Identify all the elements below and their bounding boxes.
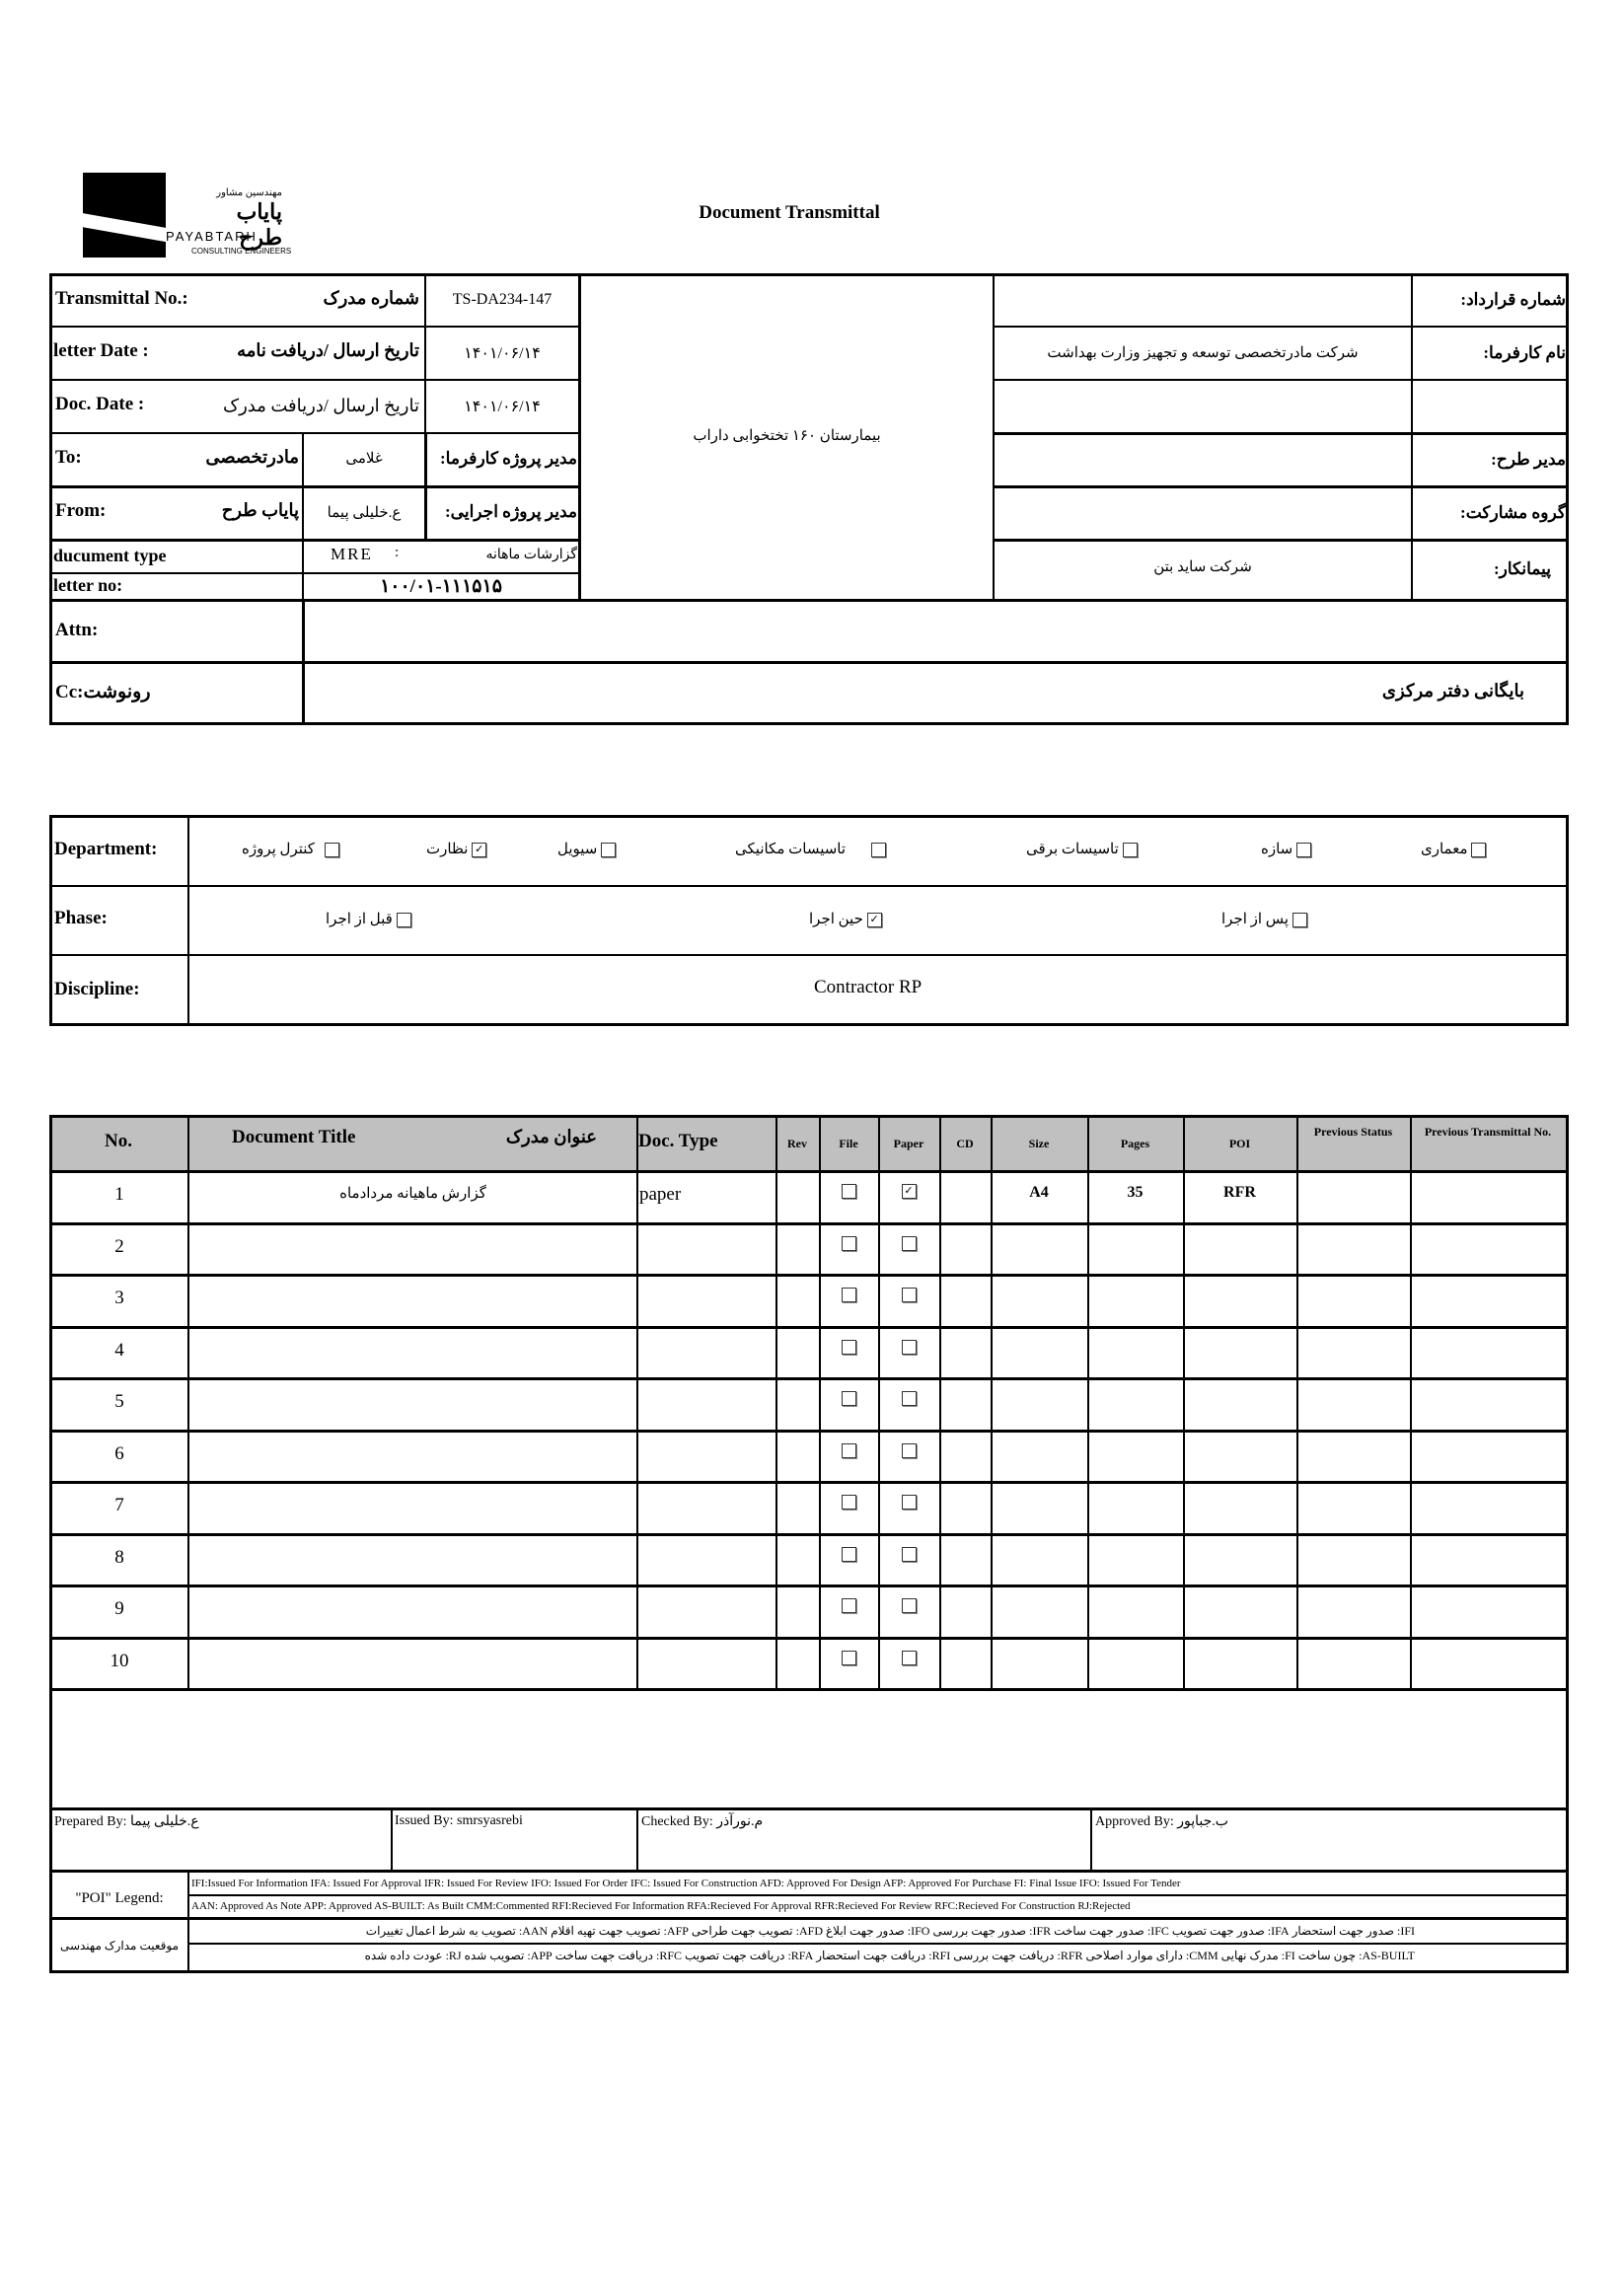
row-divider: [49, 1533, 1569, 1536]
from-role: مدیر پروژه اجرایی:: [445, 502, 577, 521]
logo-subtitle-fa: مهندسین مشاور: [216, 187, 282, 198]
checked-by: Checked By: م.نورآذر: [641, 1814, 764, 1829]
row-divider: [49, 1274, 1569, 1277]
cell-poi: RFR: [1223, 1184, 1256, 1201]
doc-type-fa: گزارشات ماهانه: [485, 548, 577, 562]
cell-paper[interactable]: [878, 1547, 939, 1563]
phase-option-before[interactable]: قبل از اجرا: [326, 910, 411, 928]
cell-file[interactable]: [819, 1651, 878, 1666]
checkbox-icon[interactable]: [842, 1443, 856, 1458]
column-divider: [636, 1115, 638, 1688]
col-header-prev-status: Previous Status: [1313, 1125, 1393, 1139]
logo-name-en: PAYABTARH: [166, 229, 258, 244]
cell-file[interactable]: [819, 1443, 878, 1459]
letter-no-value: ۱۰۰/۰۱-۱۱۱۵۱۵: [380, 576, 502, 597]
checkbox-icon[interactable]: [397, 913, 411, 927]
to-role: مدیر پروژه کارفرما:: [439, 449, 577, 468]
col-header-title-fa: عنوان مدرک: [505, 1127, 597, 1146]
checked-box-icon[interactable]: ✓: [472, 843, 486, 857]
approved-by: Approved By: ب.جباپور: [1095, 1814, 1228, 1829]
signature-column-divider: [636, 1807, 638, 1870]
project-manager-label: مدیر طرح:: [1491, 450, 1566, 469]
poi-legend-line-2: AAN: Approved As Note APP: Approved AS-BUILT: As Built CMM:Commented RFI:Recieved For Information RFA:Recieved For Approval RFR:Recieved For Review RFC:Recieved For Construction RJ:Rejected: [191, 1900, 1131, 1912]
checkbox-icon[interactable]: [842, 1495, 856, 1510]
col-header-doc-type: Doc. Type: [638, 1131, 718, 1151]
cell-no: 4: [114, 1340, 124, 1361]
to-value: مادرتخصصی: [205, 447, 299, 467]
cell-no: 5: [114, 1391, 124, 1412]
checkbox-icon[interactable]: [902, 1443, 917, 1458]
checkbox-icon[interactable]: [842, 1651, 856, 1665]
column-divider: [1410, 1115, 1412, 1688]
signature-column-divider: [1090, 1807, 1092, 1870]
checked-box-icon[interactable]: ✓: [902, 1184, 917, 1199]
checkbox-icon[interactable]: [902, 1598, 917, 1613]
cell-paper[interactable]: [878, 1391, 939, 1407]
col-header-paper: Paper: [893, 1137, 924, 1150]
department-option-mechanical[interactable]: تاسیسات مکانیکی: [735, 840, 886, 858]
cell-no: 6: [114, 1443, 124, 1464]
col-header-prev-transmittal: Previous Transmittal No.: [1424, 1125, 1552, 1139]
col-header-size: Size: [1028, 1137, 1050, 1150]
row-divider: [49, 1377, 1569, 1380]
col-header-poi: POI: [1228, 1137, 1251, 1150]
issued-by: Issued By: smrsyasrebi: [395, 1813, 523, 1828]
row-divider: [49, 1481, 1569, 1484]
column-divider: [1296, 1115, 1298, 1688]
row-divider: [49, 1326, 1569, 1329]
cell-paper[interactable]: [878, 1651, 939, 1666]
row-divider: [49, 1585, 1569, 1587]
cell-no: 2: [114, 1236, 124, 1257]
logo-name-fa: پایاب طرح: [236, 199, 282, 250]
col-header-file: File: [839, 1137, 858, 1150]
cell-no: 9: [114, 1598, 124, 1619]
checkbox-icon[interactable]: [1292, 913, 1307, 927]
employer-label: نام کارفرما:: [1483, 343, 1566, 362]
letter-date-label-fa: تاریخ ارسال /دریافت نامه: [237, 340, 419, 360]
doc-type-separator: :: [395, 545, 400, 560]
cell-file[interactable]: [819, 1495, 878, 1511]
to-label: To:: [55, 447, 82, 468]
cell-doc-type: paper: [639, 1184, 682, 1205]
cell-file[interactable]: [819, 1391, 878, 1407]
cell-paper[interactable]: [878, 1443, 939, 1459]
checkbox-icon[interactable]: [842, 1288, 856, 1302]
cell-file[interactable]: [819, 1547, 878, 1563]
phase-option-during[interactable]: ✓ حین اجرا: [809, 910, 882, 928]
checkbox-icon[interactable]: [902, 1495, 917, 1510]
col-header-title-en: Document Title: [232, 1127, 356, 1147]
cell-paper[interactable]: [878, 1288, 939, 1303]
legend-row-divider: [187, 1943, 1569, 1945]
cell-paper[interactable]: [878, 1184, 939, 1200]
prepared-by: Prepared By: ع.خلیلی پیما: [54, 1814, 199, 1829]
signature-column-divider: [391, 1807, 393, 1870]
transmittal-no-value: TS-DA234-147: [452, 291, 553, 308]
transmittal-no-label: Transmittal No.:: [55, 288, 188, 309]
checkbox-icon[interactable]: [902, 1547, 917, 1562]
cell-paper[interactable]: [878, 1340, 939, 1356]
letter-date-value: ۱۴۰۱/۰۶/۱۴: [464, 345, 541, 362]
header-divider: [49, 1170, 1569, 1173]
col-header-pages: Pages: [1120, 1137, 1150, 1150]
cell-title: گزارش ماهیانه مردادماه: [339, 1186, 486, 1202]
signature-top-divider: [49, 1807, 1569, 1810]
department-option-supervision[interactable]: ✓ نظارت: [426, 840, 486, 858]
doc-type-code: MRE: [331, 545, 373, 563]
logo-subtitle-en: CONSULTING ENGINEERS: [191, 247, 292, 256]
col-header-no: No.: [105, 1131, 132, 1151]
discipline-label: Discipline:: [54, 979, 140, 999]
cell-no: 1: [114, 1184, 124, 1205]
col-header-cd: CD: [956, 1137, 974, 1150]
doc-date-value: ۱۴۰۱/۰۶/۱۴: [464, 399, 541, 415]
cell-no: 8: [114, 1547, 124, 1568]
from-value: پایاب طرح: [221, 500, 299, 520]
doc-date-label-fa: تاریخ ارسال /دریافت مدرک: [222, 396, 419, 415]
checkbox-icon[interactable]: [842, 1340, 856, 1355]
checkbox-icon[interactable]: [325, 843, 339, 857]
employer-value: شرکت مادرتخصصی توسعه و تجهیز وزارت بهداشت: [1047, 345, 1359, 361]
checkbox-icon[interactable]: [902, 1391, 917, 1406]
attn-label: Attn:: [55, 620, 99, 640]
discipline-value: Contractor RP: [814, 977, 923, 997]
from-person: ع.خلیلی پیما: [327, 505, 402, 521]
cell-no: 7: [114, 1495, 124, 1515]
to-person: غلامی: [345, 451, 383, 467]
checked-box-icon[interactable]: ✓: [867, 913, 882, 927]
signature-bottom-divider: [49, 1870, 1569, 1873]
company-logo-mark: [83, 173, 166, 258]
cell-paper[interactable]: [878, 1495, 939, 1511]
contractor-value: شرکت ساید بتن: [1153, 559, 1252, 575]
department-option-structure[interactable]: سازه: [1261, 840, 1311, 858]
legend-row-divider: [187, 1894, 1569, 1896]
cell-paper[interactable]: [878, 1598, 939, 1614]
checkbox-icon[interactable]: [1471, 843, 1486, 857]
legend-label-divider: [187, 1870, 189, 1973]
checkbox-icon[interactable]: [842, 1547, 856, 1562]
cell-file[interactable]: [819, 1598, 878, 1614]
row-divider: [49, 1637, 1569, 1640]
project-name: بیمارستان ۱۶۰ تختخوابی داراب: [693, 428, 881, 444]
letter-date-label: letter Date :: [53, 340, 149, 361]
status-legend-line-1: IFI: صدور جهت استحضار IFA: صدور جهت تصویب IFC: صدور جهت ساخت IFR: صدور جهت بررسی IFO: صدور جهت ابلاغ AFD: تصویب جهت طراحی AFP: تصویب جهت تهیه اقلام AAN: تصویب به شرط اعمال تغییرات: [365, 1924, 1415, 1938]
row-divider: [49, 1430, 1569, 1433]
row-divider: [49, 1222, 1569, 1225]
department-option-architecture[interactable]: معماری: [1421, 840, 1486, 858]
row-divider: [49, 1688, 1569, 1691]
phase-label: Phase:: [54, 908, 108, 928]
from-label: From:: [55, 500, 107, 521]
cell-no: 10: [110, 1651, 129, 1671]
cc-label: Cc:رونوشت: [55, 682, 151, 702]
checkbox-icon[interactable]: [842, 1598, 856, 1613]
checkbox-icon[interactable]: [1123, 843, 1138, 857]
column-divider: [775, 1115, 777, 1688]
checkbox-icon[interactable]: [871, 843, 886, 857]
col-header-rev: Rev: [787, 1137, 807, 1150]
transmittal-no-label-fa: شماره مدرک: [323, 288, 419, 308]
checkbox-icon[interactable]: [902, 1236, 917, 1251]
partnership-label: گروه مشارکت:: [1460, 503, 1566, 522]
items-frame: [49, 1115, 1569, 1973]
cell-paper[interactable]: [878, 1236, 939, 1252]
checkbox-icon[interactable]: [902, 1340, 917, 1355]
cell-pages: 35: [1127, 1184, 1144, 1201]
cell-file[interactable]: [819, 1184, 878, 1200]
cell-file[interactable]: [819, 1236, 878, 1252]
checkbox-icon[interactable]: [842, 1391, 856, 1406]
checkbox-icon[interactable]: [601, 843, 616, 857]
checkbox-icon[interactable]: [842, 1236, 856, 1251]
phase-option-after[interactable]: پس از اجرا: [1221, 910, 1307, 928]
checkbox-icon[interactable]: [842, 1184, 856, 1199]
document-title: Document Transmittal: [699, 202, 880, 223]
department-option-civil[interactable]: سیویل: [557, 840, 616, 858]
cell-file[interactable]: [819, 1340, 878, 1356]
doc-type-label: ducument type: [53, 546, 167, 565]
contractor-label: پیمانکار:: [1493, 559, 1551, 578]
status-legend-line-2: AS-BUILT: چون ساخت FI: مدرک نهایی CMM: دارای موارد اصلاحی RFR: دریافت جهت بررسی RFI: دریافت جهت استحضار RFA: دریافت جهت تصویب RFC: دریافت جهت ساخت APP: تصویب شده RJ: عودت داده شده: [364, 1949, 1415, 1962]
cell-no: 3: [114, 1288, 124, 1308]
cell-file[interactable]: [819, 1288, 878, 1303]
department-option-electrical[interactable]: تاسیسات برقی: [1026, 840, 1138, 858]
checkbox-icon[interactable]: [902, 1288, 917, 1302]
cc-value: بایگانی دفتر مرکزی: [1381, 681, 1524, 700]
doc-date-label: Doc. Date :: [55, 394, 145, 414]
poi-legend-label: "POI" Legend:: [75, 1890, 164, 1906]
poi-legend-line-1: IFI:Issued For Information IFA: Issued For Approval IFR: Issued For Review IFO: Issued For Order IFC: Issued For Construction AFD: Approved For Design AFP: Approved For Purchase FI: Final Issue IFO: Issued For Tender: [191, 1878, 1181, 1889]
letter-no-label: letter no:: [53, 575, 123, 595]
contract-no-label: شماره قرارداد:: [1460, 290, 1566, 309]
checkbox-icon[interactable]: [902, 1651, 917, 1665]
department-option-project-control[interactable]: کنترل پروژه: [242, 840, 339, 858]
cell-size: A4: [1029, 1184, 1049, 1201]
status-legend-label: موقعیت مدارک مهندسی: [59, 1939, 180, 1953]
legend-group-divider: [49, 1917, 1569, 1920]
department-label: Department:: [54, 839, 158, 859]
checkbox-icon[interactable]: [1296, 843, 1311, 857]
column-divider: [939, 1115, 941, 1688]
